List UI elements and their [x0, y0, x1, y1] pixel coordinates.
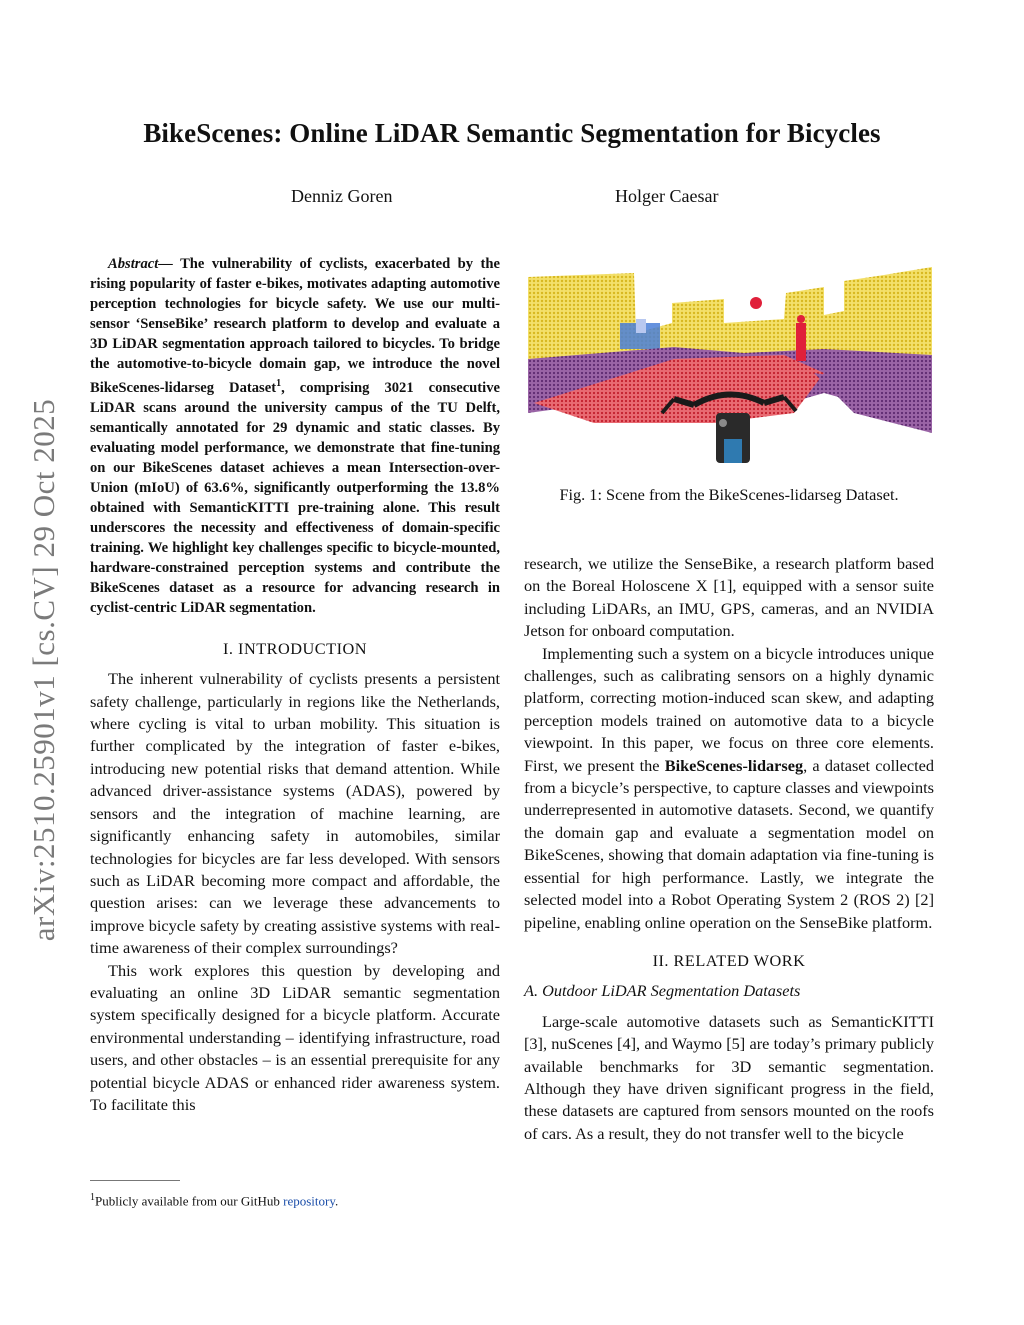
footnote-end: .: [334, 1193, 339, 1209]
footnote: [90, 1192, 338, 1209]
footnote-mark: 1: [90, 1192, 95, 1203]
paragraph: Large-scale automotive datasets such as SemanticKITTI [3], nuScenes [4], and Waymo [5] are today’s primary publicly available benchmarks for 3D semantic segmentation. Although they have driven significant progress in the field, these datasets are captured from sensors mounted on the roofs of cars. As a result, they do not transfer well to the bicycle: [524, 1011, 934, 1143]
section-heading: II. RELATED WORK: [652, 950, 806, 970]
paragraph: [524, 643, 934, 934]
abstract-text: The vulnerability of cyclists, exacerbated by the rising popularity of faster e-bikes, motivates adapting automotive perception technologies for bicycle safety. We use our multi-sensor ‘SenseBike’ research platform to develop and evaluate a 3D LiDAR segmentation approach tailored to bicycles. To bridge the automotive-to-bicycle domain gap, we introduce the novel BikeScenes-lidarseg Dataset: [90, 256, 500, 396]
vehicle-points: [636, 319, 646, 333]
figure-lidar-scene: [524, 263, 934, 475]
author-name: Holger Caesar: [615, 186, 719, 206]
left-column: [90, 254, 500, 1116]
abstract-text-cont: , comprising 3021 consecutive LiDAR scans around the university campus of the TU Delft, semantically annotated for 29 dynamic and static classes. By evaluating model performance, we demonstrate that fine-tuning on our BikeScenes dataset achieves a mean Intersection-over-Union (mIoU) of 63.6%, significantly outperforming the 13.8% obtained with SemanticKITTI pre-training alone. This result underscores the necessity and effectiveness of domain-specific training. We highlight key challenges specific to bicycle-mounted, hardware-constrained perception systems and contribute the BikeScenes dataset as a resource for advancing research in cyclist-centric LiDAR segmentation.: [90, 379, 500, 616]
paragraph-text: , a dataset collected from a bicycle’s perspective, to capture classes and viewpoints underrepresented in automotive datasets. Second, we quantify the domain gap and evaluate a segmentation model on BikeScenes, showing that domain adaptation via fine-tuning is essential for high performance. Lastly, we integrate the selected model into a Robot Operating System 2 (ROS 2) [2] pipeline, enabling online operation on the SenseBike platform.: [524, 755, 935, 932]
paragraph-text: Implementing such a system on a bicycle introduces unique challenges, such as calibrating sensors on a highly dynamic platform, correcting motion-induced scan skew, and adapting perception models trained on automotive data to a bicycle viewpoint. In this paper, we focus on three core elements. First, we present the: [524, 643, 934, 775]
pedestrian-points: [796, 323, 806, 361]
author-name: Denniz Goren: [291, 186, 393, 206]
figure-caption: Fig. 1: Scene from the BikeScenes-lidarseg Dataset.: [559, 485, 899, 504]
paragraph: research, we utilize the SenseBike, a research platform based on the Boreal Holoscene X [1], equipped with a sensor suite including LiDARs, an IMU, GPS, cameras, and an NVIDIA Jetson for onboard computation.: [524, 554, 934, 641]
abstract: [90, 254, 500, 618]
bike-light: [724, 439, 742, 463]
right-column: [524, 553, 934, 1145]
paragraph: The inherent vulnerability of cyclists presents a persistent safety challenge, particularly in regions like the Netherlands, where cycling is vital to urban mobility. This situation is further complicated by the integration of faster e-bikes, introducing new potential risks that demand attention. While advanced driver-assistance systems (ADAS), powered by sensors and the integration of machine learning, are significantly enhancing safety in automobiles, similar technologies for bicycles are far less developed. With sensors such as LiDAR becoming more compact and affordable, the question arises: can we leverage these advancements to improve bicycle safety by creating assistive systems with real-time awareness of their complex surroundings?: [90, 669, 500, 958]
lidar-pointcloud-image: [524, 263, 934, 475]
sensor-mount: [719, 419, 727, 427]
arxiv-id: arXiv:2510.25901v1 [cs.CV] 29 Oct 2025: [26, 398, 61, 942]
dataset-name: BikeScenes-lidarseg: [664, 755, 804, 775]
arxiv-watermark: [14, 375, 74, 965]
footnote-divider: [90, 1180, 180, 1181]
footnote-text: Publicly available from our GitHub: [95, 1193, 284, 1209]
abstract-label: Abstract—: [108, 256, 173, 272]
paper-title: BikeScenes: Online LiDAR Semantic Segmentation for Bicycles: [143, 118, 881, 148]
repository-link[interactable]: repository: [283, 1193, 335, 1209]
pedestrian-points: [797, 315, 805, 323]
subsection-heading: A. Outdoor LiDAR Segmentation Datasets: [524, 981, 801, 1001]
sign-marker: [750, 297, 762, 309]
paragraph: This work explores this question by developing and evaluating an online 3D LiDAR semantic segmentation system specifically designed for a bicycle platform. Accurate environmental understanding – identifying infrastructure, road users, and other obstacles – is an essential prerequisite for any potential bicycle ADAS or enhanced rider awareness system. To facilitate this: [90, 960, 500, 1114]
section-heading: I. INTRODUCTION: [222, 638, 368, 658]
footnote-mark: 1: [276, 378, 282, 389]
